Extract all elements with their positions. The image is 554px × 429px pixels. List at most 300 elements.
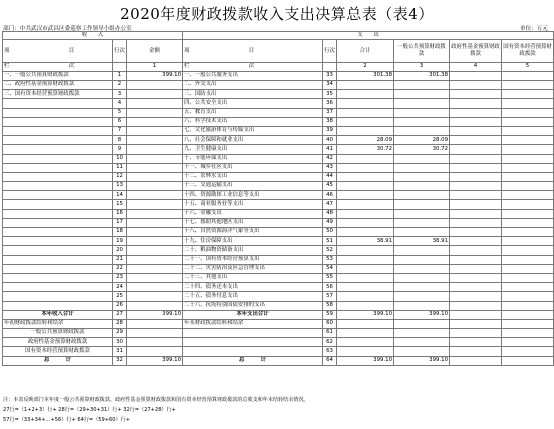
gpb-amount	[394, 200, 450, 209]
expense-item: 十七、援助其他地区支出	[183, 218, 323, 227]
gpb-amount: 301.38	[394, 71, 450, 80]
expense-row-number: 34	[323, 81, 337, 90]
expense-lan-label: 栏 次	[183, 63, 323, 71]
gpb-amount: 399.10	[394, 310, 450, 319]
table-row	[3, 301, 554, 310]
total-amount	[337, 108, 394, 117]
income-item	[3, 264, 113, 273]
total-amount	[337, 283, 394, 292]
income-row-number: 15	[113, 200, 127, 209]
state-capital-amount	[502, 172, 554, 181]
income-amount	[127, 255, 183, 264]
table-row	[3, 136, 554, 145]
total-amount	[337, 163, 394, 172]
expense-item: 七、文化旅游体育与传媒支出	[183, 126, 323, 135]
expense-item: 十一、城乡社区支出	[183, 163, 323, 172]
income-row-header: 行次	[113, 40, 127, 63]
table-row	[3, 191, 554, 200]
income-amount	[127, 228, 183, 237]
expense-item: 十六、金融支出	[183, 209, 323, 218]
total-amount	[337, 90, 394, 99]
state-capital-amount	[502, 264, 554, 273]
footnote-1: 注：本表反映部门本年度一般公共预算财政拨款、政府性基金预算财政拨款和国有资本经营预算财政拨款的总收支和年末结转结余情况。	[3, 397, 309, 403]
income-row-number: 31	[113, 347, 127, 356]
table-row	[3, 200, 554, 209]
expense-item: 十二、农林水支出	[183, 172, 323, 181]
gfund-amount	[450, 292, 502, 301]
gpb-amount	[394, 117, 450, 126]
gpb-amount	[394, 255, 450, 264]
total-amount	[337, 191, 394, 200]
gpb-amount	[394, 81, 450, 90]
table-row	[3, 319, 554, 328]
footnote-3: 57行=（33+34+…+56）行+ 64行=（59+60）行+	[3, 417, 130, 423]
table-row	[3, 356, 554, 365]
income-item	[3, 163, 113, 172]
gpb-amount	[394, 292, 450, 301]
expense-row-number: 58	[323, 301, 337, 310]
table-row	[3, 90, 554, 99]
expense-item	[183, 329, 323, 338]
table-row	[3, 71, 554, 80]
total-amount	[337, 117, 394, 126]
total-amount	[337, 209, 394, 218]
expense-item: 二十三、其他支出	[183, 273, 323, 282]
report-title: 2020年度财政拨款收入支出决算总表（表4）	[120, 5, 434, 23]
state-capital-amount	[502, 329, 554, 338]
total-amount	[337, 126, 394, 135]
total-amount	[337, 172, 394, 181]
total-amount	[337, 264, 394, 273]
gfund-amount	[450, 99, 502, 108]
expense-row-number: 61	[323, 329, 337, 338]
income-row-number: 25	[113, 292, 127, 301]
expense-item: 十、节能环保支出	[183, 154, 323, 163]
state-capital-amount	[502, 283, 554, 292]
expense-item: 二十四、债务还本支出	[183, 283, 323, 292]
expense-row-number: 63	[323, 347, 337, 356]
expense-item: 二十一、国有资本经营预算支出	[183, 255, 323, 264]
expense-item: 九、卫生健康支出	[183, 145, 323, 154]
income-amount	[127, 218, 183, 227]
expense-item: 十四、资源勘探工业信息等支出	[183, 191, 323, 200]
state-capital-amount	[502, 191, 554, 200]
expense-item: 二十二、灾害防治及应急管理支出	[183, 264, 323, 273]
total-amount	[337, 182, 394, 191]
income-row-number: 22	[113, 264, 127, 273]
income-item	[3, 218, 113, 227]
income-amount	[127, 172, 183, 181]
gfund-amount	[450, 182, 502, 191]
gpb-amount: 30.72	[394, 145, 450, 154]
income-amount	[127, 99, 183, 108]
income-row-number: 13	[113, 182, 127, 191]
income-amount	[127, 264, 183, 273]
income-lan-label: 栏 次	[3, 63, 113, 71]
income-amount	[127, 200, 183, 209]
gpb-amount	[394, 264, 450, 273]
gfund-amount	[450, 163, 502, 172]
table-row	[3, 237, 554, 246]
income-row-number: 30	[113, 338, 127, 347]
table-row	[3, 228, 554, 237]
state-capital-amount	[502, 200, 554, 209]
gfund-amount	[450, 264, 502, 273]
total-amount: 38.91	[337, 237, 394, 246]
state-capital-amount	[502, 126, 554, 135]
income-item	[3, 145, 113, 154]
total-amount	[337, 228, 394, 237]
income-amount: 399.10	[127, 71, 183, 80]
gpb-amount	[394, 283, 450, 292]
income-item: 二、政府性基金预算财政拨款	[3, 81, 113, 90]
expense-item: 三、国防支出	[183, 90, 323, 99]
income-amount	[127, 191, 183, 200]
gfund-amount	[450, 117, 502, 126]
expense-row-number: 43	[323, 163, 337, 172]
expense-row-number: 35	[323, 90, 337, 99]
income-item: 总 计	[3, 356, 113, 365]
total-amount	[337, 154, 394, 163]
state-capital-header: 国有资本经营预算财政拨款	[502, 40, 554, 63]
income-row-number: 28	[113, 319, 127, 328]
gfund-amount	[450, 228, 502, 237]
state-capital-amount	[502, 356, 554, 365]
expense-item: 总 计	[183, 356, 323, 365]
gfund-amount	[450, 338, 502, 347]
total-amount	[337, 273, 394, 282]
gfund-amount	[450, 136, 502, 145]
expense-row-number: 55	[323, 273, 337, 282]
table-row	[3, 81, 554, 90]
income-item	[3, 273, 113, 282]
expense-row-number: 45	[323, 182, 337, 191]
gpb-amount	[394, 218, 450, 227]
gfund-amount	[450, 301, 502, 310]
state-capital-amount	[502, 209, 554, 218]
income-item	[3, 283, 113, 292]
gfund-amount	[450, 237, 502, 246]
table-row	[3, 126, 554, 135]
state-capital-amount	[502, 319, 554, 328]
expense-row-number: 50	[323, 228, 337, 237]
state-capital-amount	[502, 246, 554, 255]
income-item	[3, 228, 113, 237]
table-row	[3, 108, 554, 117]
income-item-header: 项 目	[3, 40, 113, 63]
income-item	[3, 126, 113, 135]
gfund-amount	[450, 356, 502, 365]
expense-row-number: 59	[323, 310, 337, 319]
income-row-number: 11	[113, 163, 127, 172]
state-capital-amount	[502, 237, 554, 246]
total-amount	[337, 99, 394, 108]
expense-row-number: 52	[323, 246, 337, 255]
gpb-amount	[394, 126, 450, 135]
income-amount	[127, 283, 183, 292]
state-capital-amount	[502, 228, 554, 237]
income-item: 一般公共预算财政拨款	[3, 329, 113, 338]
expense-row-number: 47	[323, 200, 337, 209]
table-row	[3, 163, 554, 172]
expense-item: 六、科学技术支出	[183, 117, 323, 126]
income-row-number: 12	[113, 172, 127, 181]
table-row	[3, 99, 554, 108]
table-row	[3, 310, 554, 319]
state-capital-amount	[502, 338, 554, 347]
expense-row-number: 57	[323, 292, 337, 301]
table-row	[3, 347, 554, 356]
total-amount	[337, 246, 394, 255]
income-row-number: 19	[113, 237, 127, 246]
table-row	[3, 218, 554, 227]
gpb-amount	[394, 301, 450, 310]
total-amount	[337, 292, 394, 301]
col-num-gfund: 4	[450, 63, 502, 71]
col-num-state: 5	[502, 63, 554, 71]
income-row-number: 7	[113, 126, 127, 135]
gpb-amount	[394, 228, 450, 237]
state-capital-amount	[502, 273, 554, 282]
income-amount	[127, 301, 183, 310]
income-item	[3, 172, 113, 181]
expense-row-number: 33	[323, 71, 337, 80]
income-row-number: 9	[113, 145, 127, 154]
state-capital-amount	[502, 136, 554, 145]
income-row-number: 26	[113, 301, 127, 310]
income-row-number: 6	[113, 117, 127, 126]
table-row	[3, 209, 554, 218]
table-row	[3, 283, 554, 292]
income-amount	[127, 81, 183, 90]
gfund-header: 政府性基金预算财政拨款	[450, 40, 502, 63]
table-row	[3, 117, 554, 126]
total-amount	[337, 255, 394, 264]
expense-row-number: 36	[323, 99, 337, 108]
expense-row-number: 64	[323, 356, 337, 365]
footnote-2: 27行=（1+2+3）行+ 28行=（29+30+31）行+ 32行=（27+28）行+	[3, 407, 176, 413]
income-item	[3, 209, 113, 218]
income-amount	[127, 292, 183, 301]
expense-row-number: 44	[323, 172, 337, 181]
gfund-amount	[450, 154, 502, 163]
table-row	[3, 273, 554, 282]
expense-row-number: 53	[323, 255, 337, 264]
gfund-amount	[450, 209, 502, 218]
total-amount	[337, 81, 394, 90]
income-item	[3, 182, 113, 191]
expense-item: 本年支出合计	[183, 310, 323, 319]
state-capital-amount	[502, 310, 554, 319]
table-row	[3, 145, 554, 154]
income-amount	[127, 347, 183, 356]
income-amount: 399.10	[127, 310, 183, 319]
total-amount: 301.38	[337, 71, 394, 80]
expense-item	[183, 338, 323, 347]
gpb-amount	[394, 209, 450, 218]
expense-row-number: 46	[323, 191, 337, 200]
state-capital-amount	[502, 292, 554, 301]
gpb-amount	[394, 246, 450, 255]
income-item	[3, 237, 113, 246]
income-amount	[127, 154, 183, 163]
income-item	[3, 108, 113, 117]
gpb-amount	[394, 347, 450, 356]
col-num-gpb: 3	[394, 63, 450, 71]
income-section-header: 收 入	[3, 32, 183, 40]
gfund-amount	[450, 347, 502, 356]
income-item	[3, 154, 113, 163]
gpb-amount	[394, 172, 450, 181]
expense-row-header: 行次	[323, 40, 337, 63]
income-row-number: 24	[113, 283, 127, 292]
income-amount	[127, 126, 183, 135]
expense-item: 四、公共安全支出	[183, 99, 323, 108]
gpb-amount	[394, 338, 450, 347]
total-amount	[337, 200, 394, 209]
expense-item: 二十五、债务付息支出	[183, 292, 323, 301]
expense-row-number: 49	[323, 218, 337, 227]
total-amount: 28.09	[337, 136, 394, 145]
income-item	[3, 301, 113, 310]
gpb-amount	[394, 108, 450, 117]
gfund-amount	[450, 200, 502, 209]
gpb-amount	[394, 329, 450, 338]
income-item: 一、一般公共预算财政拨款	[3, 71, 113, 80]
income-amount	[127, 136, 183, 145]
income-col-num: 1	[127, 63, 183, 71]
income-row-number: 20	[113, 246, 127, 255]
income-row-number: 4	[113, 99, 127, 108]
state-capital-amount	[502, 71, 554, 80]
gpb-amount	[394, 90, 450, 99]
income-amount	[127, 182, 183, 191]
gpb-header: 一般公共预算财政拨款	[394, 40, 450, 63]
gfund-amount	[450, 81, 502, 90]
expense-row-number: 51	[323, 237, 337, 246]
gfund-amount	[450, 310, 502, 319]
expense-row-number: 56	[323, 283, 337, 292]
total-amount	[337, 319, 394, 328]
gpb-amount: 399.10	[394, 356, 450, 365]
expense-item-header: 项 目	[183, 40, 323, 63]
income-row-number: 10	[113, 154, 127, 163]
gfund-amount	[450, 329, 502, 338]
expense-item: 年末财政拨款结转和结余	[183, 319, 323, 328]
gpb-amount: 38.91	[394, 237, 450, 246]
income-item	[3, 292, 113, 301]
table-row	[3, 154, 554, 163]
gpb-amount	[394, 154, 450, 163]
expense-row-number: 60	[323, 319, 337, 328]
expense-item: 二十、粮油物资储备支出	[183, 246, 323, 255]
header-row-sections	[3, 32, 554, 40]
table-row	[3, 292, 554, 301]
income-item	[3, 255, 113, 264]
table-row	[3, 172, 554, 181]
state-capital-amount	[502, 163, 554, 172]
total-amount: 399.10	[337, 310, 394, 319]
total-amount	[337, 347, 394, 356]
income-item	[3, 191, 113, 200]
gfund-amount	[450, 255, 502, 264]
gfund-amount	[450, 145, 502, 154]
state-capital-amount	[502, 218, 554, 227]
income-item	[3, 99, 113, 108]
table-row	[3, 264, 554, 273]
income-row-number: 5	[113, 108, 127, 117]
income-row-number: 18	[113, 228, 127, 237]
income-amount	[127, 329, 183, 338]
income-row-number: 23	[113, 273, 127, 282]
expense-section-header: 支 出	[183, 32, 554, 40]
state-capital-amount	[502, 154, 554, 163]
income-row-number: 32	[113, 356, 127, 365]
gfund-amount	[450, 191, 502, 200]
header-row-numbers	[3, 63, 554, 71]
income-row-number: 21	[113, 255, 127, 264]
income-amount	[127, 90, 183, 99]
state-capital-amount	[502, 117, 554, 126]
income-amount	[127, 246, 183, 255]
expense-row-number: 48	[323, 209, 337, 218]
gfund-amount	[450, 108, 502, 117]
expense-item: 十五、商业服务业等支出	[183, 200, 323, 209]
income-amount	[127, 319, 183, 328]
gpb-amount	[394, 163, 450, 172]
income-amount: 399.10	[127, 356, 183, 365]
income-amount	[127, 117, 183, 126]
income-amount	[127, 145, 183, 154]
total-amount	[337, 329, 394, 338]
income-item: 年初财政拨款结转和结余	[3, 319, 113, 328]
table-row	[3, 338, 554, 347]
gfund-amount	[450, 172, 502, 181]
income-amount	[127, 163, 183, 172]
income-row-number: 17	[113, 218, 127, 227]
gpb-amount	[394, 319, 450, 328]
total-amount	[337, 218, 394, 227]
income-item	[3, 246, 113, 255]
income-item	[3, 136, 113, 145]
gpb-amount	[394, 99, 450, 108]
gpb-amount	[394, 273, 450, 282]
total-amount: 30.72	[337, 145, 394, 154]
income-amount-header: 金额	[127, 40, 183, 63]
department-label: 部门：中共武汉市武昌区委巡察工作领导小组办公室	[3, 26, 132, 32]
gfund-amount	[450, 246, 502, 255]
unit-label: 单位：万元	[520, 26, 548, 32]
gfund-amount	[450, 71, 502, 80]
expense-row-number: 42	[323, 154, 337, 163]
table-row	[3, 329, 554, 338]
gfund-amount	[450, 90, 502, 99]
expense-item: 十九、住房保障支出	[183, 237, 323, 246]
expense-row-number: 41	[323, 145, 337, 154]
expense-row-number: 39	[323, 126, 337, 135]
state-capital-amount	[502, 347, 554, 356]
income-amount	[127, 237, 183, 246]
expense-item: 二十六、抗疫特别国债安排的支出	[183, 301, 323, 310]
table-row	[3, 255, 554, 264]
gfund-amount	[450, 273, 502, 282]
income-row-number: 1	[113, 71, 127, 80]
expense-row-number: 54	[323, 264, 337, 273]
income-item: 本年收入合计	[3, 310, 113, 319]
gfund-amount	[450, 218, 502, 227]
state-capital-amount	[502, 108, 554, 117]
gfund-amount	[450, 283, 502, 292]
